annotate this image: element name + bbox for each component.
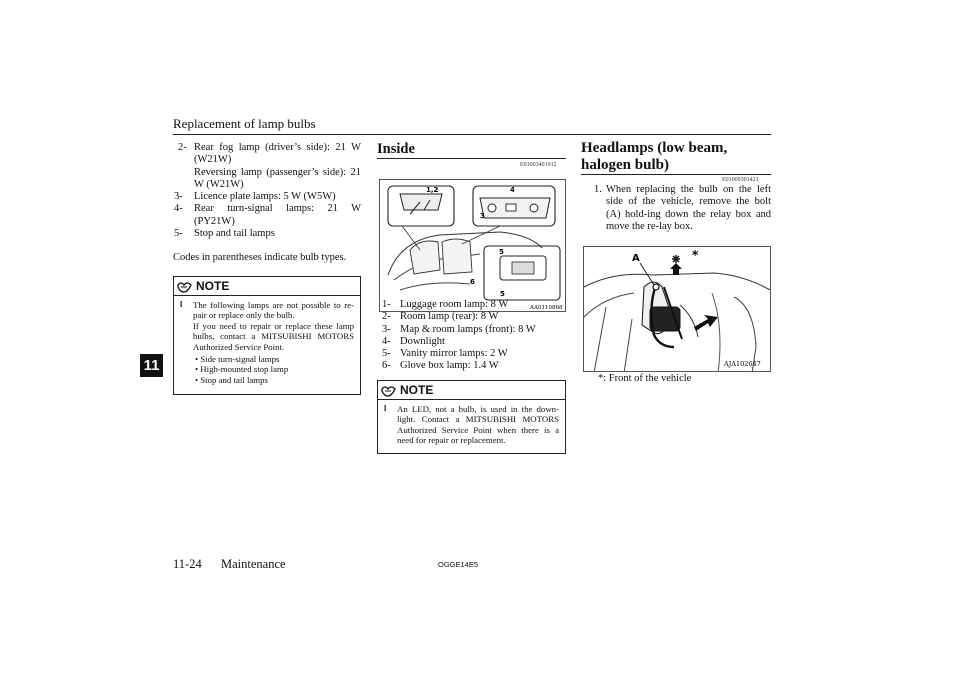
note-text-2: If you need to repair or replace these lamp bulbs, contact a MITSUBISHI MOTORS Authorized Service Point. [193, 320, 354, 352]
bullet-marker: l [180, 300, 183, 309]
callout-a: A [632, 253, 640, 264]
callout-star: * [692, 248, 699, 262]
note-header [381, 383, 565, 397]
list-item: 2- Room lamp (rear): 8 W [382, 311, 499, 323]
header-rule [173, 134, 771, 135]
section-title-inside: Inside [377, 141, 415, 157]
note-hand-icon [381, 384, 396, 397]
list-item: 5- Vanity mirror lamps: 2 W [382, 348, 508, 360]
callout-label: 4 [510, 186, 515, 194]
rear-lamps-list [174, 142, 361, 240]
headlamp-figure [583, 246, 771, 372]
callout-label: 5 [500, 290, 505, 298]
callout-label: 1,2 [426, 186, 439, 194]
callout-label: 6 [470, 278, 475, 286]
figure-code: AJA102647 [724, 360, 761, 368]
list-item: 5- Stop and tail lamps [174, 228, 275, 240]
list-item: 4- Downlight [382, 335, 445, 347]
note-header [177, 279, 360, 293]
interior-lamps-figure [379, 179, 566, 312]
list-item: • High-mounted stop lamp [195, 364, 354, 374]
list-item: 3- Licence plate lamps: 5 W (W5W) [174, 191, 336, 203]
interior-lamps-list [382, 299, 566, 373]
list-item: • Stop and tail lamps [195, 375, 354, 385]
note-sublist [195, 354, 354, 385]
note-text: An LED, not a bulb, is used in the down-light. Contact a MITSUBISHI MOTORS Authorized Service Point when there is a need for repair or replacement. [397, 404, 559, 446]
bullet-marker: l [384, 404, 387, 413]
codes-note: Codes in parentheses indicate bulb types. [173, 252, 347, 263]
callout-label: 3 [480, 212, 485, 220]
procedure-step [594, 184, 771, 233]
step-text: When replacing the bulb on the left side of the vehicle, remove the bolt (A) hold-ing down the relay box and move the re-lay box. [606, 184, 771, 232]
document-code: OGGE14E5 [438, 560, 479, 569]
chapter-tab: 11 [140, 354, 163, 377]
note-hand-icon [177, 280, 192, 293]
step-number: 1. [594, 184, 602, 195]
note-box [377, 380, 566, 454]
list-item: • Side turn-signal lamps [195, 354, 354, 364]
note-box [173, 276, 361, 395]
list-item: 1- Luggage room lamp: 8 W [382, 299, 509, 310]
section-title-headlamps: Headlamps (low beam, halogen bulb) [581, 140, 728, 173]
figure-caption: *: Front of the vehicle [598, 373, 692, 384]
list-item: 6- Glove box lamp: 1.4 W [382, 360, 499, 372]
engine-bay-illustration [584, 247, 771, 372]
note-title: NOTE [400, 383, 434, 397]
list-item: 3- Map & room lamps (front): 8 W [382, 323, 536, 335]
list-item: Reversing lamp (passenger’s side): 21 W (W21W) [194, 166, 361, 190]
figure-code: AA0110868 [530, 305, 563, 311]
running-head: Replacement of lamp bulbs [173, 116, 316, 131]
list-item: 4- Rear turn-signal lamps: 21 W (PY21W) [174, 203, 361, 227]
section-code: E01003401912 [520, 162, 557, 168]
section-rule [377, 158, 566, 159]
section-code: E01009301421 [722, 177, 759, 183]
section-rule [581, 174, 771, 175]
footer-section: Maintenance [221, 557, 286, 571]
list-item: 2- Rear fog lamp (driver’s side): 21 W (W21W) [178, 142, 361, 166]
interior-illustration [380, 180, 566, 312]
note-text: The following lamps are not possible to re-pair or replace only the bulb. [193, 300, 354, 321]
page-number: 11-24 [173, 557, 202, 571]
callout-label: 5 [499, 248, 504, 256]
note-title: NOTE [196, 279, 230, 293]
